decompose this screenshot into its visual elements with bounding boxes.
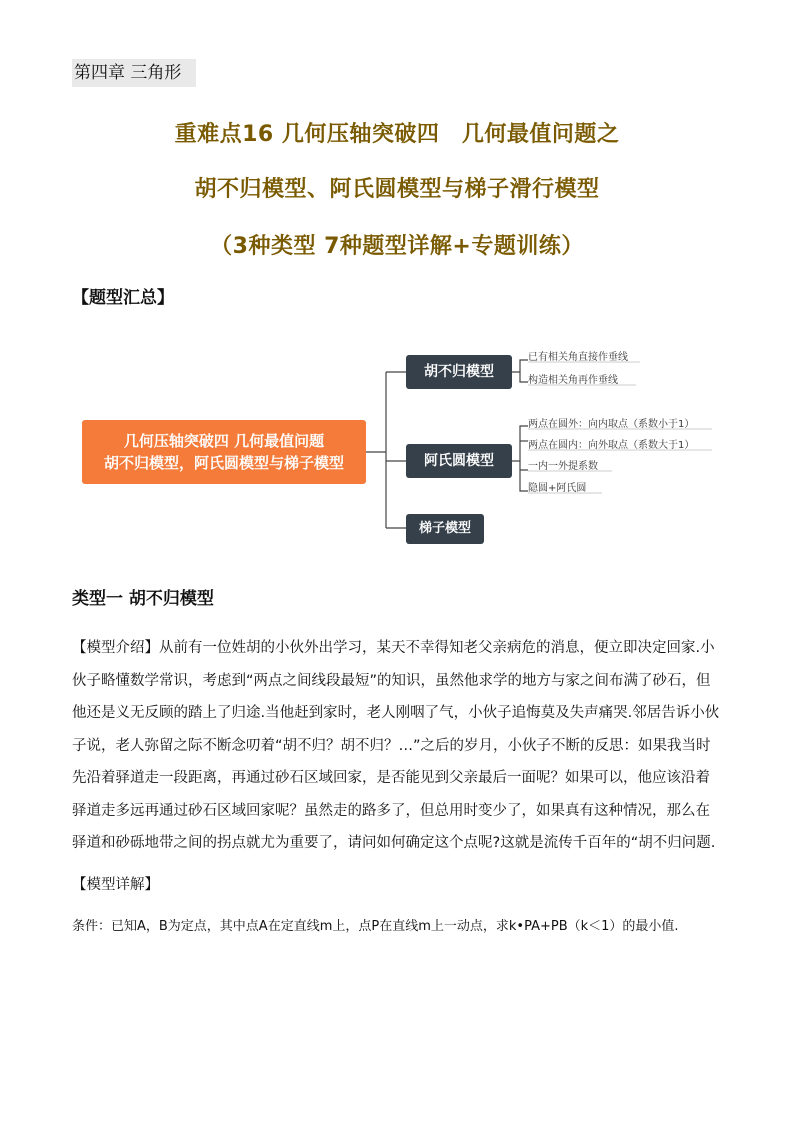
mindmap-node-hubugui: 胡不归模型 (406, 355, 512, 389)
condition-text: 条件：已知A，B为定点，其中点A在定直线m上，点P在直线m上一动点，求k•PA+PB（k＜1）的最小值. (72, 919, 679, 934)
mindmap-leaf: 两点在圆内：向外取点（系数大于1） (528, 440, 695, 451)
title-line-1: 重难点16 几何压轴突破四 几何最值问题之 (174, 122, 620, 147)
intro-paragraph (72, 632, 722, 860)
mindmap-root (82, 420, 366, 484)
mindmap-root-line-2: 胡不归模型，阿氏圆模型与梯子模型 (103, 454, 344, 472)
mindmap-leaf: 两点在圆外：向内取点（系数小于1） (528, 419, 695, 430)
mindmap-leaf: 一内一外提系数 (528, 461, 598, 472)
mindmap-root-line-1: 几何压轴突破四 几何最值问题 (123, 432, 325, 450)
detail-heading: 【模型详解】 (72, 877, 159, 893)
summary-heading: 【题型汇总】 (72, 288, 174, 308)
intro-text: 【模型介绍】从前有一位姓胡的小伙外出学习，某天不幸得知老父亲病危的消息，便立即决定回家.小伙子略懂数学常识，考虑到“两点之间线段最短”的知识，虽然他求学的地方与家之间布满了砂石，但他还是义无反顾的踏上了归途.当他赶到家时，老人刚咽了气，小伙子追悔莫及失声痛哭.邻居告诉小伙子说，老人弥留之际不断念叨着“胡不归？胡不归？…”之后的岁月，小伙子不断的反思：如果我当时先沿着驿道走一段距离，再通过砂石区域回家，是否能见到父亲最后一面呢？如果可以，他应该沿着驿道走多远再通过砂石区域回家呢？虽然走的路多了，但总用时变少了，如果真有这种情况，那么在驿道和砂砾地带之间的拐点就尤为重要了，请问如何确定这个点呢?这就是流传千百年的“胡不归问题. (72, 640, 720, 851)
chapter-label: 第四章 三角形 (72, 59, 196, 87)
title-line-2: 胡不归模型、阿氏圆模型与梯子滑行模型 (194, 177, 600, 202)
mindmap-node-apollonius: 阿氏圆模型 (406, 444, 512, 478)
mindmap-leaf: 隐圆+阿氏圆 (528, 483, 587, 494)
mindmap-leaf: 构造相关角再作垂线 (528, 375, 618, 386)
mindmap-leaf: 已有相关角直接作垂线 (528, 352, 628, 363)
section-heading: 类型一 胡不归模型 (72, 589, 214, 609)
title-line-3: （3种类型 7种题型详解+专题训练） (210, 234, 584, 259)
mindmap-node-ladder: 梯子模型 (406, 514, 484, 544)
